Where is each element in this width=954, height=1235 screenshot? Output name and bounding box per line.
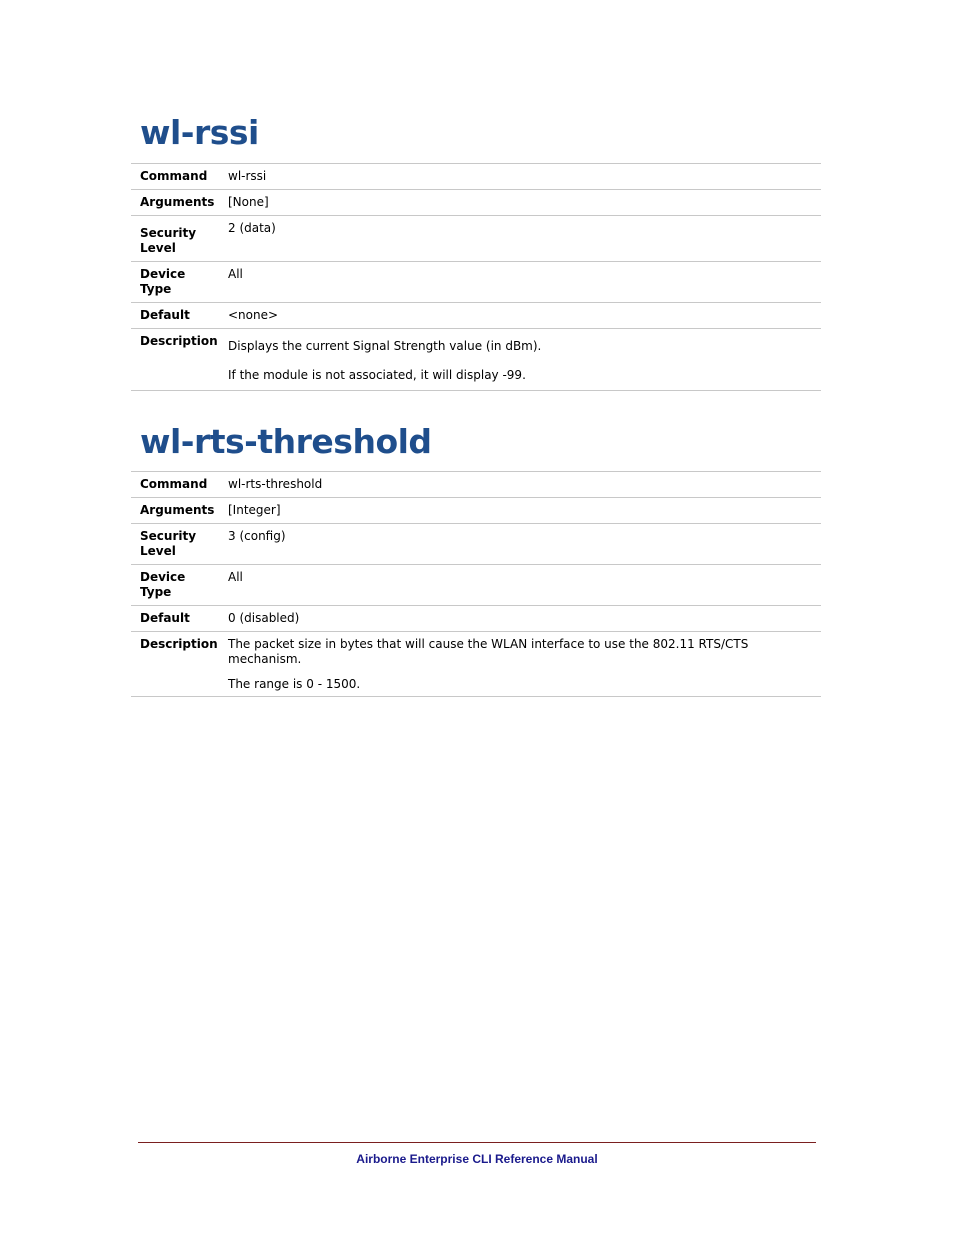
table-row bbox=[131, 565, 821, 606]
prop-label-line: Level bbox=[140, 241, 176, 255]
prop-label-line: Level bbox=[140, 544, 176, 558]
description-line: The range is 0 - 1500. bbox=[228, 677, 361, 691]
prop-label-command: Command bbox=[131, 164, 224, 190]
prop-value-security-level: 3 (config) bbox=[224, 524, 821, 565]
prop-label-line: Security bbox=[140, 529, 197, 543]
prop-value-default: <none> bbox=[224, 303, 821, 329]
prop-value-device-type: All bbox=[224, 565, 821, 606]
prop-label-default: Default bbox=[131, 606, 224, 632]
footer-divider bbox=[138, 1142, 816, 1143]
command-properties-table bbox=[131, 471, 821, 697]
table-row bbox=[131, 216, 821, 262]
table-row bbox=[131, 303, 821, 329]
prop-label-description: Description bbox=[131, 329, 224, 391]
command-section-wl-rts-threshold bbox=[131, 422, 821, 697]
prop-label-security-level bbox=[131, 216, 224, 262]
command-heading: wl-rts-threshold bbox=[140, 422, 432, 461]
prop-value-command: wl-rssi bbox=[224, 164, 821, 190]
table-row bbox=[131, 472, 821, 498]
prop-label-arguments: Arguments bbox=[131, 498, 224, 524]
prop-value-default: 0 (disabled) bbox=[224, 606, 821, 632]
prop-label-security-level bbox=[131, 524, 224, 565]
prop-label-command: Command bbox=[131, 472, 224, 498]
description-line: The packet size in bytes that will cause the WLAN interface to use the 802.11 RTS/CTS mechanism. bbox=[228, 637, 749, 666]
prop-label-description: Description bbox=[131, 632, 224, 697]
table-row bbox=[131, 190, 821, 216]
prop-label-device-type: Device Type bbox=[131, 565, 224, 606]
prop-value-security-level: 2 (data) bbox=[224, 216, 821, 262]
table-row bbox=[131, 329, 821, 391]
table-row bbox=[131, 632, 821, 697]
command-section-wl-rssi bbox=[131, 113, 821, 391]
table-row bbox=[131, 262, 821, 303]
prop-value-arguments: [Integer] bbox=[224, 498, 821, 524]
prop-value-arguments: [None] bbox=[224, 190, 821, 216]
prop-value-description bbox=[224, 329, 821, 391]
prop-label-arguments: Arguments bbox=[131, 190, 224, 216]
prop-value-description bbox=[224, 632, 821, 697]
description-line: If the module is not associated, it will display -99. bbox=[228, 368, 526, 382]
table-row bbox=[131, 164, 821, 190]
description-line: Displays the current Signal Strength value (in dBm). bbox=[228, 339, 542, 353]
footer-manual-title: Airborne Enterprise CLI Reference Manual bbox=[356, 1152, 598, 1166]
prop-value-device-type: All bbox=[224, 262, 821, 303]
command-heading: wl-rssi bbox=[140, 113, 259, 152]
command-properties-table bbox=[131, 163, 821, 391]
table-row bbox=[131, 524, 821, 565]
prop-label-default: Default bbox=[131, 303, 224, 329]
prop-value-command: wl-rts-threshold bbox=[224, 472, 821, 498]
table-row bbox=[131, 606, 821, 632]
table-row bbox=[131, 498, 821, 524]
prop-label-line: Security bbox=[140, 226, 197, 240]
prop-label-device-type: Device Type bbox=[131, 262, 224, 303]
